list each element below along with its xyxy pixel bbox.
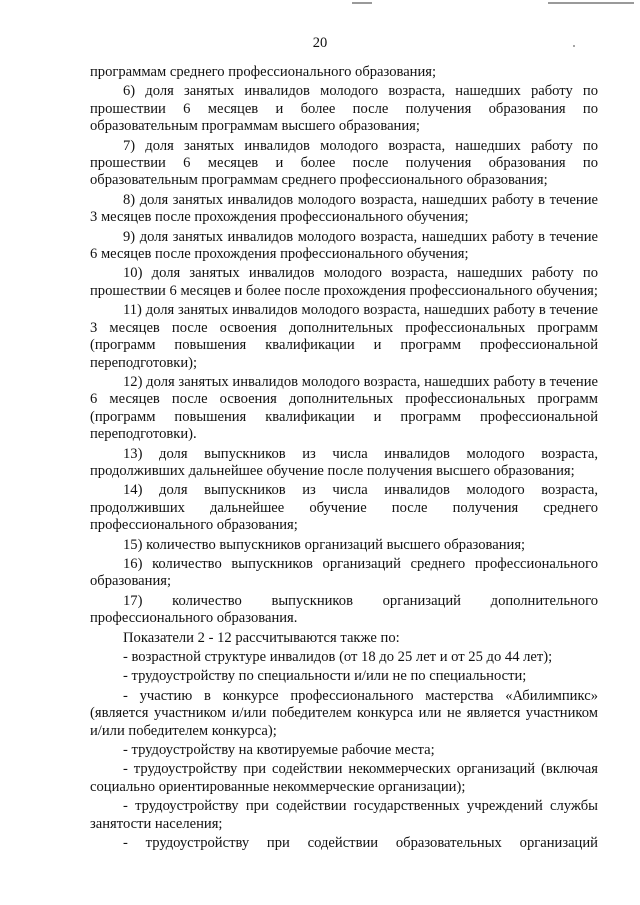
scan-edge-mark bbox=[548, 2, 634, 4]
paragraph: - возрастной структуре инвалидов (от 18 до 25 лет и от 25 до 44 лет); bbox=[123, 649, 553, 665]
paragraph: 14) доля выпускников из числа инвалидов молодого возраста, продолживших дальнейшее обучение после получения среднего профессионального образования; bbox=[90, 482, 598, 534]
scan-edge-mark bbox=[352, 2, 372, 4]
paragraph: 16) количество выпускников организаций среднего профессионального образования; bbox=[90, 555, 598, 590]
paragraph: 9) доля занятых инвалидов молодого возраста, нашедших работу в течение 6 месяцев после прохождения профессионального обучения; bbox=[90, 228, 598, 263]
paragraph: - трудоустройству на квотируемые рабочие места; bbox=[123, 742, 435, 759]
paragraph: - участию в конкурсе профессионального мастерства «Абилимпикс» (является участником и/или победителем конкурса или не является участником и/или победителем конкурса); bbox=[90, 687, 598, 739]
document-body bbox=[90, 64, 598, 852]
paragraph: - трудоустройству по специальности и/или не по специальности; bbox=[123, 668, 527, 685]
paragraph: 15) количество выпускников организаций высшего образования; bbox=[123, 536, 526, 553]
page-number: 20 bbox=[312, 35, 328, 51]
paragraph: - трудоустройству при содействии некоммерческих организаций (включая социально ориентированные некоммерческие организации); bbox=[90, 761, 598, 795]
paragraph: 12) доля занятых инвалидов молодого возраста, нашедших работу в течение 6 месяцев после освоения дополнительных профессиональных программ (программ повышения квалификации и программ профессиональной переподготовки). bbox=[90, 373, 598, 443]
paragraph: 11) доля занятых инвалидов молодого возраста, нашедших работу в течение 3 месяцев после освоения дополнительных профессиональных программ (программ повышения квалификации и программ профессиональной переподготовки); bbox=[90, 302, 598, 371]
paragraph: - трудоустройству при содействии государственных учреждений службы занятости населения; bbox=[90, 798, 598, 832]
paragraph: 13) доля выпускников из числа инвалидов молодого возраста, продолживших дальнейшее обучение после получения высшего образования; bbox=[90, 445, 598, 479]
paragraph: 6) доля занятых инвалидов молодого возраста, нашедших работу по прошествии 6 месяцев и более после получения образования по образовательным программам высшего образования; bbox=[90, 83, 598, 135]
paragraph: 7) доля занятых инвалидов молодого возраста, нашедших работу по прошествии 6 месяцев и более после получения образования по образовательным программам среднего профессионального образования; bbox=[90, 137, 598, 189]
paragraph: 10) доля занятых инвалидов молодого возраста, нашедших работу по прошествии 6 месяцев и более после прохождения профессионального обучения; bbox=[90, 265, 598, 299]
paragraph: - трудоустройству при содействии образовательных организаций bbox=[123, 835, 598, 852]
paragraph: программам среднего профессионального образования; bbox=[90, 64, 437, 80]
paragraph: 17) количество выпускников организаций дополнительного профессионального образования. bbox=[90, 592, 598, 627]
paragraph: 8) доля занятых инвалидов молодого возраста, нашедших работу в течение 3 месяцев после прохождения профессионального обучения; bbox=[90, 191, 598, 226]
paragraph: Показатели 2 - 12 рассчитываются также по: bbox=[123, 629, 400, 646]
